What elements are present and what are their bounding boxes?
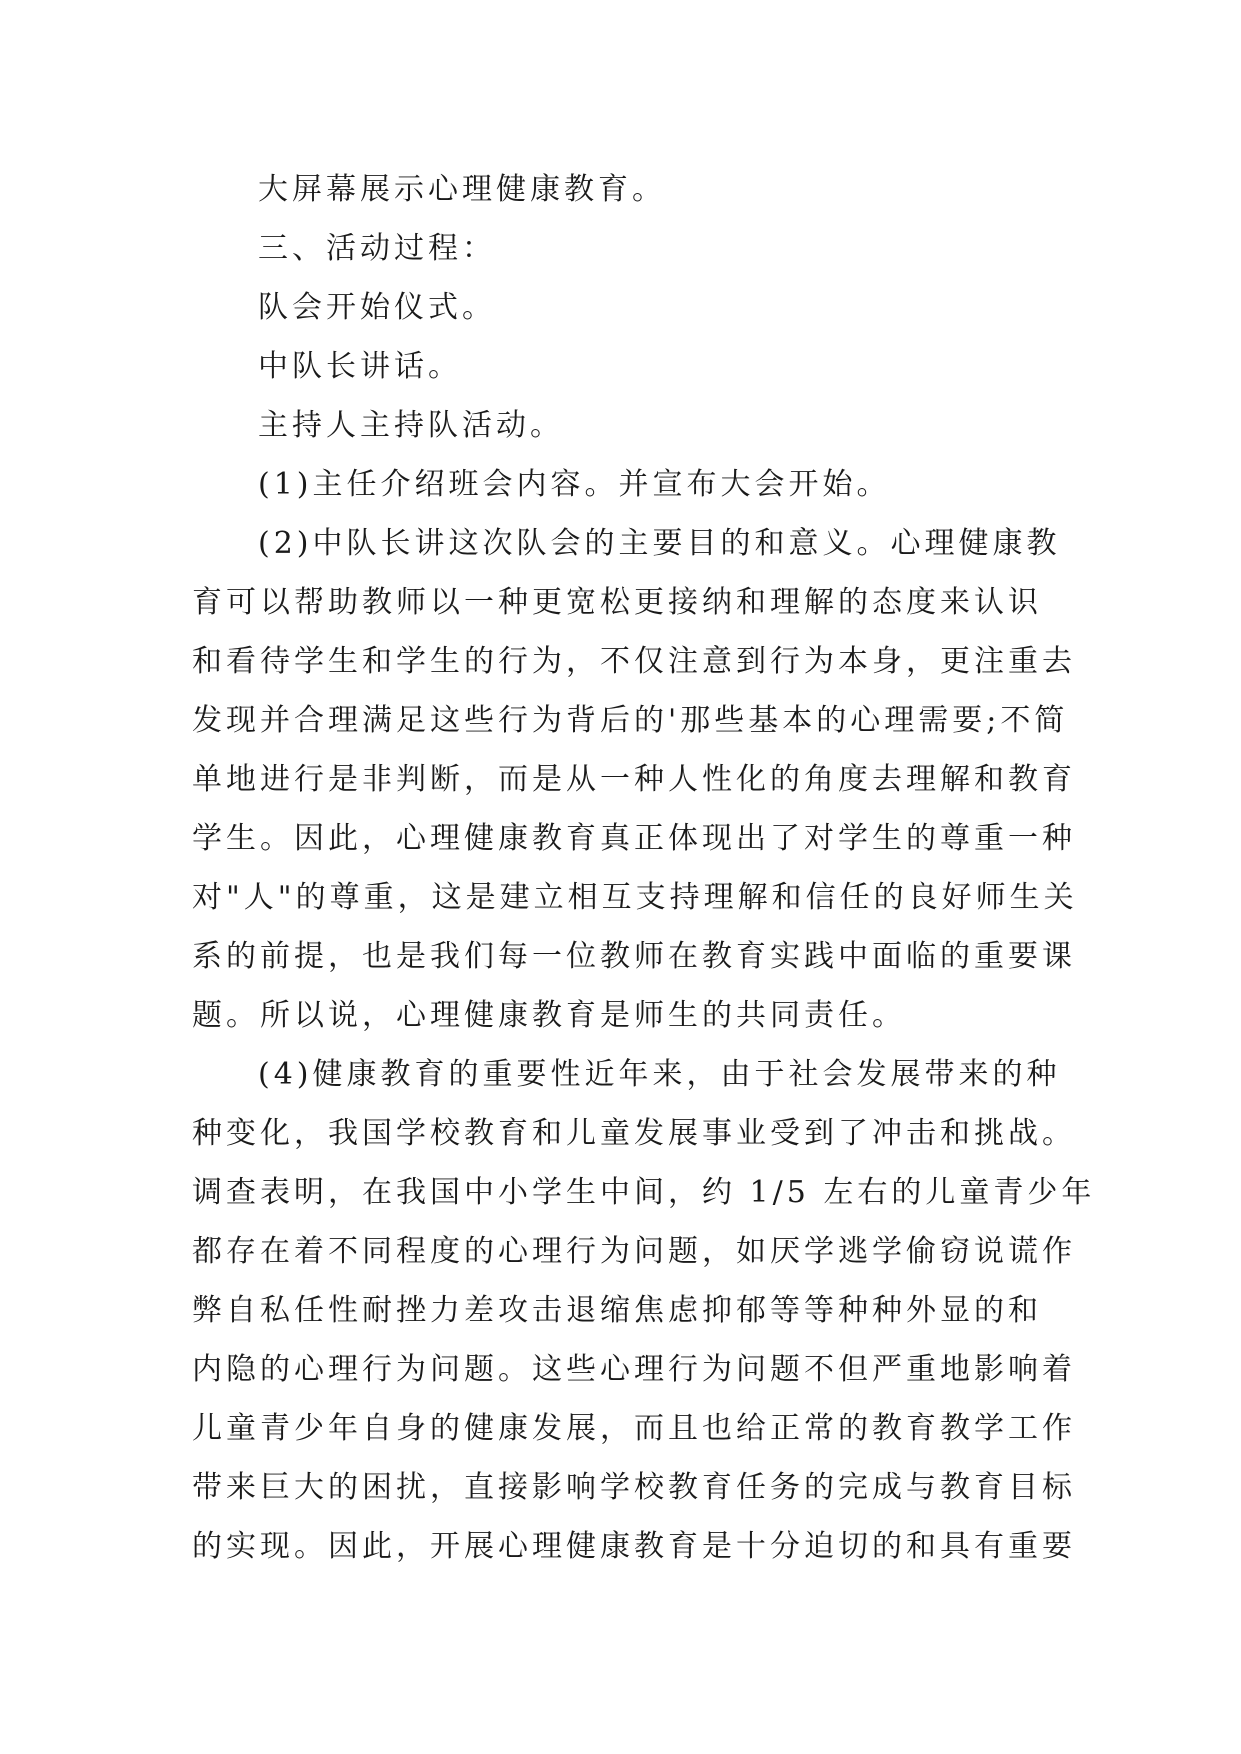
text-line: 内隐的心理行为问题。这些心理行为问题不但严重地影响着 [192, 1352, 1076, 1387]
text-line: 主持人主持队活动。 [258, 408, 564, 443]
text-line: 带来巨大的困扰，直接影响学校教育任务的完成与教育目标 [192, 1470, 1076, 1505]
text-line: (2)中队长讲这次队会的主要目的和意义。心理健康教 [258, 526, 1061, 561]
text-line: 弊自私任性耐挫力差攻击退缩焦虑抑郁等等种种外显的和 [192, 1293, 1042, 1328]
text-line: 的实现。因此，开展心理健康教育是十分迫切的和具有重要 [192, 1529, 1076, 1564]
text-line: 队会开始仪式。 [258, 290, 496, 325]
text-line: (1)主任介绍班会内容。并宣布大会开始。 [258, 467, 891, 502]
text-line: 题。所以说，心理健康教育是师生的共同责任。 [192, 998, 906, 1033]
text-line: 学生。因此，心理健康教育真正体现出了对学生的尊重一种 [192, 821, 1076, 856]
text-line: 儿童青少年自身的健康发展，而且也给正常的教育教学工作 [192, 1411, 1076, 1446]
text-line: 育可以帮助教师以一种更宽松更接纳和理解的态度来认识 [192, 585, 1042, 620]
text-line: 单地进行是非判断，而是从一种人性化的角度去理解和教育 [192, 762, 1076, 797]
text-line: 和看待学生和学生的行为，不仅注意到行为本身，更注重去 [192, 644, 1076, 679]
text-line: 大屏幕展示心理健康教育。 [258, 172, 666, 207]
text-line: 系的前提，也是我们每一位教师在教育实践中面临的重要课 [192, 939, 1076, 974]
text-line: 发现并合理满足这些行为背后的'那些基本的心理需要;不简 [192, 703, 1069, 738]
text-line: 种变化，我国学校教育和儿童发展事业受到了冲击和挑战。 [192, 1116, 1076, 1151]
text-line: 调查表明，在我国中小学生中间，约 1/5 左右的儿童青少年 [192, 1175, 1096, 1210]
text-line: 对"人"的尊重，这是建立相互支持理解和信任的良好师生关 [192, 880, 1078, 915]
document-body [192, 160, 1096, 1576]
text-line: 都存在着不同程度的心理行为问题，如厌学逃学偷窃说谎作 [192, 1234, 1076, 1269]
text-line: (4)健康教育的重要性近年来，由于社会发展带来的种 [258, 1057, 1061, 1092]
text-line: 中队长讲话。 [258, 349, 462, 384]
text-line: 三、活动过程： [258, 231, 496, 266]
